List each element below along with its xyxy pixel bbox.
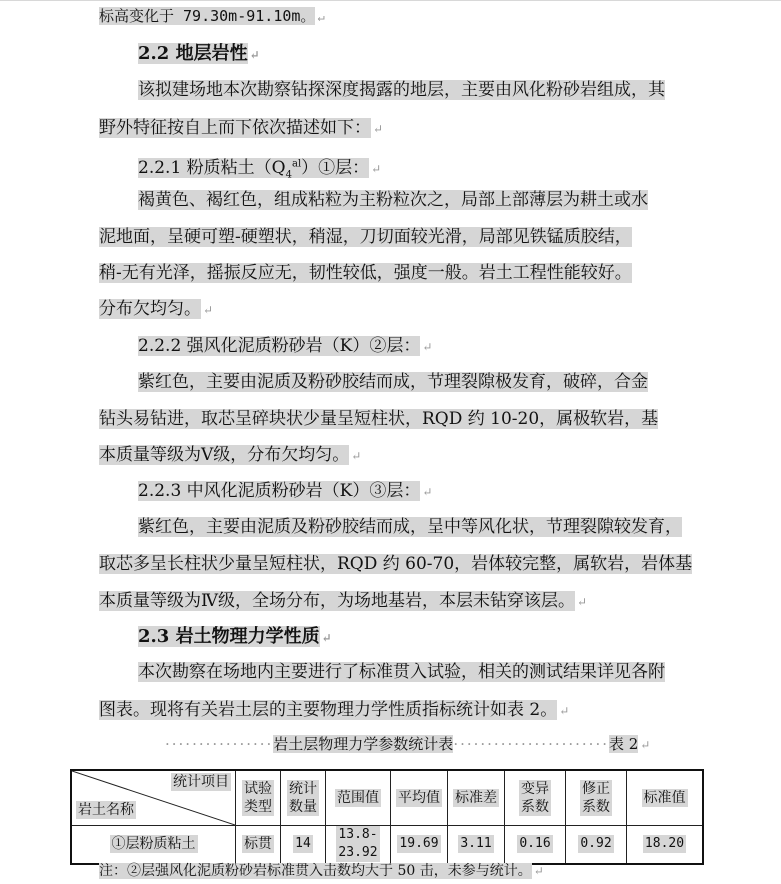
header-test-type: 试验 类型 xyxy=(236,770,281,826)
cell-correction: 0.92 xyxy=(566,826,627,864)
paragraph-layer3-1: 紫红色，主要由泥质及粉砂胶结而成，呈中等风化状，节理裂隙较发育， xyxy=(138,517,682,537)
paragraph-layer1-2: 泥地面，呈硬可塑-硬塑状，稍湿，刀切面较光滑，局部见铁锰质胶结， xyxy=(99,227,632,247)
header-cv: 变异 系数 xyxy=(505,770,566,826)
parameter-table xyxy=(70,769,704,865)
paragraph-properties-1: 本次勘察在场地内主要进行了标准贯入试验，相关的测试结果详见各附 xyxy=(138,662,665,682)
header-range: 范围值 xyxy=(326,770,391,826)
section-heading-2-3: 2.3 岩土物理力学性质 ↵ xyxy=(138,626,332,647)
table-row xyxy=(71,826,703,864)
subsection-2-2-3: 2.2.3 中风化泥质粉砂岩（K）③层： ↵ xyxy=(138,481,433,501)
cell-range: 13.8- 23.92 xyxy=(326,826,391,864)
paragraph-layer2-2: 钻头易钻进，取芯呈碎块状少量呈短柱状，RQD 约 10-20，属极软岩，基 xyxy=(99,409,659,429)
cell-test-type: 标贯 xyxy=(236,826,281,864)
paragraph-strata-intro-2: 野外特征按自上而下依次描述如下： ↵ xyxy=(99,118,384,138)
page-top-rule xyxy=(0,0,781,1)
subsection-2-2-1: 2.2.1 粉质粘土$(Q_4^{al})①$层： ↵ xyxy=(138,157,382,181)
cell-soil-name: ①层粉质粘土 xyxy=(71,826,236,864)
paragraph-layer1-4: 分布欠均匀。 ↵ xyxy=(99,299,214,319)
elevation-line: 标高变化于 79.30m-91.10m。 ↵ xyxy=(99,7,325,25)
paragraph-properties-2: 图表。现将有关岩土层的主要物理力学性质指标统计如表 2。 ↵ xyxy=(99,700,570,720)
table-note: 注：②层强风化泥质粉砂岩标准贯入击数均大于 50 击，未参与统计。 ↵ xyxy=(99,863,544,879)
cell-mean: 19.69 xyxy=(391,826,448,864)
paragraph-layer3-3: 本质量等级为Ⅳ级，全场分布，为场地基岩，本层未钻穿该层。 ↵ xyxy=(99,591,588,611)
paragraph-layer3-2: 取芯多呈长柱状少量呈短柱状，RQD 约 60-70，岩体较完整，属软岩，岩体基 xyxy=(99,554,693,574)
section-heading-2-2: 2.2 地层岩性 ↵ xyxy=(138,43,260,64)
paragraph-strata-intro-1: 该拟建场地本次勘察钻探深度揭露的地层，主要由风化粉砂岩组成，其 xyxy=(138,80,665,100)
subsection-2-2-2: 2.2.2 强风化泥质粉砂岩（K）②层： ↵ xyxy=(138,336,433,356)
paragraph-layer2-3: 本质量等级为Ⅴ级，分布欠均匀。 ↵ xyxy=(99,445,362,465)
table-header-row xyxy=(71,770,703,826)
paragraph-layer2-1: 紫红色，主要由泥质及粉砂胶结而成，节理裂隙极发育，破碎，合金 xyxy=(138,372,648,392)
header-count: 统计 数量 xyxy=(281,770,326,826)
header-correction: 修正 系数 xyxy=(566,770,627,826)
cell-std-dev: 3.11 xyxy=(448,826,505,864)
header-mean: 平均值 xyxy=(391,770,448,826)
corner-label-soil-name: 岩土名称 xyxy=(78,802,134,818)
header-std-dev: 标准差 xyxy=(448,770,505,826)
paragraph-layer1-1: 褐黄色、褐红色，组成粘粒为主粉粒次之，局部上部薄层为耕土或水 xyxy=(138,190,648,210)
header-standard-value: 标准值 xyxy=(627,770,704,826)
cell-count: 14 xyxy=(281,826,326,864)
cell-standard-value: 18.20 xyxy=(627,826,704,864)
table-caption: ················岩土层物理力学参数统计表·······················表 2 ↵ xyxy=(165,735,651,753)
cell-cv: 0.16 xyxy=(505,826,566,864)
table-corner-cell xyxy=(71,770,236,826)
paragraph-layer1-3: 稍-无有光泽，摇振反应无，韧性较低，强度一般。岩土工程性能较好。 xyxy=(99,263,632,283)
corner-label-stat-items: 统计项目 xyxy=(173,774,229,790)
